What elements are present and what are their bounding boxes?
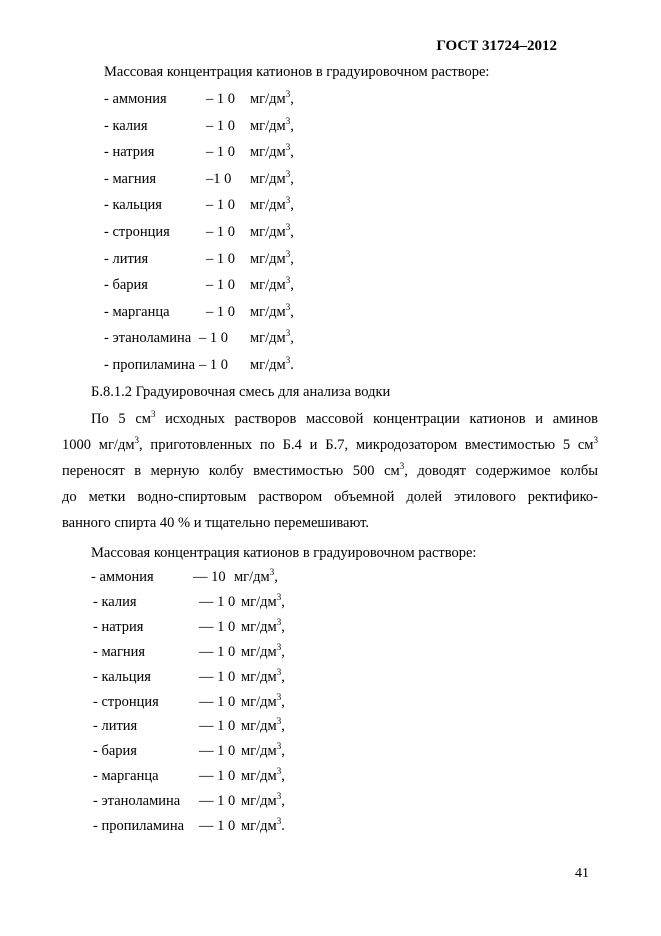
concentration-unit: $мг/дм^3$, — [241, 741, 285, 760]
page-number: 41 — [575, 866, 589, 881]
cation-name: - калия — [93, 593, 137, 610]
concentration-value: –1 0 — [206, 170, 232, 187]
list-item — [0, 196, 661, 214]
cation-name: - пропиламина — [93, 818, 185, 834]
cation-name: - бария — [104, 277, 148, 294]
list-item — [0, 117, 661, 135]
paragraph-line-1: По 5 $см^3$ исходных растворов массовой концентрации катионов и аминов — [91, 409, 598, 427]
concentration-unit: $мг/дм^3$, — [250, 115, 294, 134]
list-item — [0, 767, 661, 785]
list-item — [0, 250, 661, 268]
concentration-unit: $мг/дм^3$, — [250, 195, 294, 214]
concentration-unit: $мг/дм^3$, — [241, 666, 285, 685]
list-item — [0, 717, 661, 735]
cation-name: - этаноламина — [104, 330, 192, 347]
concentration-value: — 1 0 — [199, 618, 236, 635]
cation-name: - кальция — [93, 668, 151, 685]
list-item — [0, 90, 661, 108]
cation-name: - стронция — [93, 693, 159, 710]
concentration-unit: $мг/дм^3$, — [250, 275, 294, 294]
concentration-unit: $мг/дм^3$, — [250, 248, 294, 267]
concentration-unit: $мг/дм^3$, — [241, 716, 285, 735]
concentration-value: — 1 0 — [199, 693, 236, 710]
subsection-heading: Б.8.1.2 Градуировочная смесь для анализа водки — [91, 384, 391, 400]
concentration-unit: $мг/дм^3$, — [241, 791, 285, 810]
list-item — [0, 143, 661, 161]
concentration-value: — 1 0 — [199, 818, 236, 834]
concentration-value: — 1 0 — [199, 768, 236, 785]
cation-name: - лития — [104, 250, 149, 267]
concentration-value: — 1 0 — [199, 643, 236, 660]
cation-name: - пропиламина — [104, 357, 196, 373]
list-item — [0, 618, 661, 636]
cation-name: - натрия — [104, 144, 155, 161]
concentration-unit: $мг/дм^3$, — [234, 567, 278, 585]
concentration-value: — 1 0 — [199, 593, 236, 610]
list-item — [0, 276, 661, 294]
paragraph-line-3: переносят в мерную колбу вместимостью 500 $см^3$, доводят содержимое колбы — [62, 461, 598, 479]
list-item — [0, 170, 661, 188]
cation-name: - бария — [93, 743, 137, 760]
list-item — [0, 668, 661, 686]
cation-name: - калия — [104, 117, 148, 134]
cation-name: - магния — [93, 643, 146, 660]
list-item — [0, 329, 661, 347]
concentration-unit: $мг/дм^3$, — [250, 222, 294, 240]
concentration-value: – 1 0 — [206, 91, 235, 107]
list-item — [0, 643, 661, 661]
list-item — [0, 742, 661, 760]
concentration-unit: $мг/дм^3$, — [250, 301, 294, 320]
list-item — [0, 792, 661, 810]
cation-name: - лития — [93, 718, 138, 735]
concentration-unit: $мг/дм^3$, — [250, 142, 294, 161]
cation-name: - марганца — [104, 303, 170, 320]
concentration-value: — 10 — [193, 569, 226, 585]
concentration-value: — 1 0 — [199, 743, 236, 760]
concentration-value: — 1 0 — [199, 793, 236, 810]
concentration-value: – 1 0 — [206, 277, 235, 294]
paragraph-line-2: 1000 $мг/дм^3$, приготовленных по Б.4 и Б.7, микродозатором вместимостью 5 $см^3$ — [62, 435, 598, 453]
concentration-unit: $мг/дм^3$, — [241, 766, 285, 785]
list-item — [0, 593, 661, 611]
document-header: ГОСТ 31724–2012 — [436, 38, 557, 54]
concentration-value: — 1 0 — [199, 668, 236, 685]
concentration-unit: $мг/дм^3$. — [241, 816, 285, 834]
concentration-unit: $мг/дм^3$, — [250, 328, 294, 347]
concentration-value: – 1 0 — [206, 250, 235, 267]
cation-name: - натрия — [93, 618, 144, 635]
concentration-value: – 1 0 — [206, 303, 235, 320]
list-item — [0, 693, 661, 711]
concentration-unit: $мг/дм^3$, — [241, 616, 285, 635]
list-item — [0, 223, 661, 241]
cation-name: - аммония — [91, 569, 154, 585]
paragraph-line-5: ванного спирта 40 % и тщательно перемешивают. — [62, 515, 369, 531]
concentration-value: – 1 0 — [206, 144, 235, 161]
section1-intro: Массовая концентрация катионов в градуировочном растворе: — [104, 64, 490, 80]
list-item — [0, 356, 661, 374]
concentration-value: – 1 0 — [199, 330, 228, 347]
concentration-unit: $мг/дм^3$, — [241, 591, 285, 610]
cation-name: - аммония — [104, 91, 167, 107]
cation-name: - марганца — [93, 768, 159, 785]
concentration-value: — 1 0 — [199, 718, 236, 735]
concentration-value: – 1 0 — [199, 357, 228, 373]
concentration-value: – 1 0 — [206, 117, 235, 134]
concentration-unit: $мг/дм^3$. — [250, 355, 294, 373]
concentration-unit: $мг/дм^3$, — [241, 641, 285, 660]
list-item — [0, 568, 661, 586]
cation-name: - кальция — [104, 197, 162, 214]
concentration-unit: $мг/дм^3$, — [250, 89, 294, 107]
cation-name: - этаноламина — [93, 793, 181, 810]
cation-name: - стронция — [104, 224, 170, 240]
paragraph-line-4: до метки водно-спиртовым раствором объемной долей этилового ректифико- — [62, 489, 598, 505]
concentration-unit: $мг/дм^3$, — [241, 691, 285, 710]
concentration-unit: $мг/дм^3$, — [250, 168, 294, 187]
concentration-value: – 1 0 — [206, 197, 235, 214]
concentration-value: – 1 0 — [206, 224, 235, 240]
cation-name: - магния — [104, 170, 157, 187]
list-item — [0, 817, 661, 835]
section2-intro: Массовая концентрация катионов в градуировочном растворе: — [91, 545, 477, 561]
list-item — [0, 303, 661, 321]
